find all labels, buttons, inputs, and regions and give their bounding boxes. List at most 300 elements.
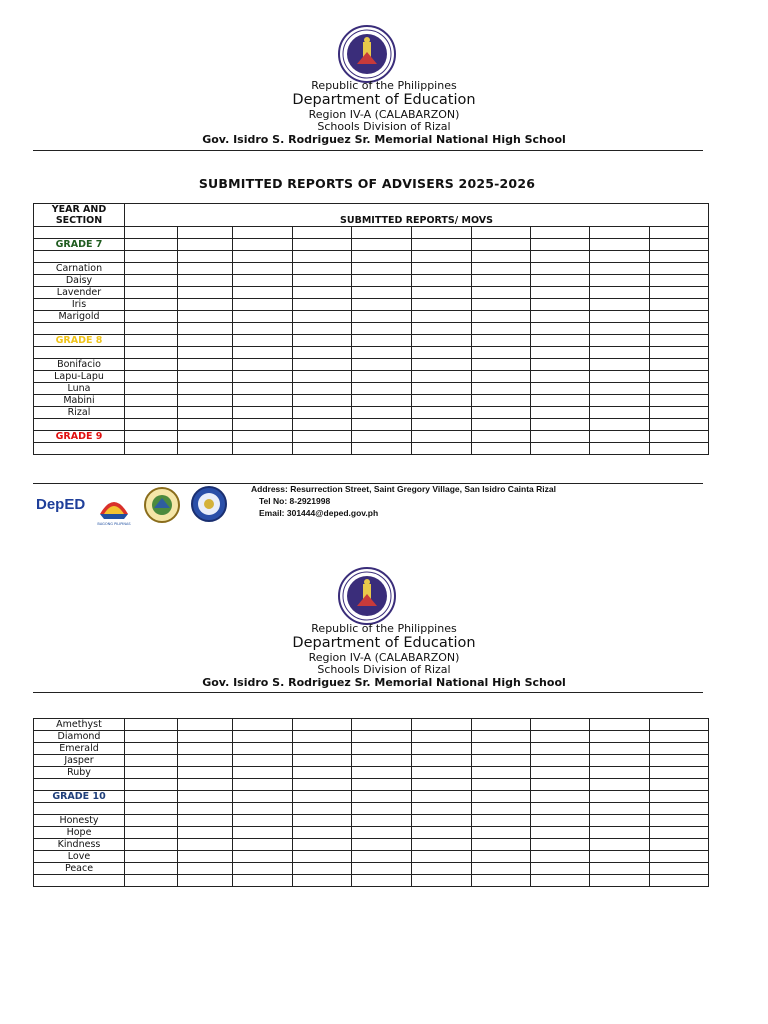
report-cell	[531, 227, 590, 239]
report-cell	[472, 407, 531, 419]
report-cell	[233, 287, 293, 299]
report-cell	[352, 767, 412, 779]
table-row	[34, 827, 709, 839]
report-cell	[352, 335, 412, 347]
report-cell	[472, 335, 531, 347]
report-cell	[590, 803, 650, 815]
report-cell	[412, 299, 472, 311]
footer-address: Address: Resurrection Street, Saint Gregory Village, San Isidro Cainta Rizal	[251, 484, 556, 494]
report-cell	[125, 815, 178, 827]
table-row	[34, 239, 709, 251]
school-seal-icon	[190, 485, 228, 523]
report-cell	[178, 263, 233, 275]
report-cell	[125, 371, 178, 383]
report-cell	[531, 263, 590, 275]
report-cell	[178, 767, 233, 779]
report-cell	[125, 779, 178, 791]
report-cell	[650, 371, 709, 383]
section-label	[34, 251, 125, 263]
report-cell	[472, 227, 531, 239]
report-cell	[472, 359, 531, 371]
report-cell	[293, 311, 352, 323]
report-cell	[412, 719, 472, 731]
section-label: Jasper	[34, 755, 125, 767]
report-cell	[650, 779, 709, 791]
report-cell	[352, 383, 412, 395]
report-cell	[531, 335, 590, 347]
report-cell	[590, 431, 650, 443]
report-cell	[293, 863, 352, 875]
report-cell	[472, 383, 531, 395]
report-cell	[125, 335, 178, 347]
report-cell	[590, 323, 650, 335]
report-cell	[412, 779, 472, 791]
report-cell	[412, 347, 472, 359]
report-cell	[293, 803, 352, 815]
report-cell	[233, 431, 293, 443]
report-cell	[178, 839, 233, 851]
report-cell	[352, 287, 412, 299]
section-label	[34, 227, 125, 239]
report-cell	[472, 431, 531, 443]
table-row	[34, 323, 709, 335]
table-row	[34, 275, 709, 287]
report-cell	[178, 275, 233, 287]
report-cell	[412, 275, 472, 287]
section-label: Emerald	[34, 743, 125, 755]
report-cell	[412, 311, 472, 323]
report-cell	[293, 251, 352, 263]
deped-seal-icon-2	[337, 566, 397, 626]
report-cell	[352, 719, 412, 731]
report-cell	[125, 803, 178, 815]
report-cell	[531, 443, 590, 455]
section-label: Bonifacio	[34, 359, 125, 371]
report-cell	[352, 239, 412, 251]
report-cell	[531, 359, 590, 371]
report-cell	[650, 287, 709, 299]
report-cell	[293, 383, 352, 395]
report-cell	[412, 359, 472, 371]
report-cell	[590, 287, 650, 299]
report-cell	[412, 419, 472, 431]
report-cell	[531, 323, 590, 335]
report-cell	[125, 227, 178, 239]
report-cell	[590, 299, 650, 311]
report-cell	[178, 875, 233, 887]
report-cell	[650, 251, 709, 263]
report-cell	[352, 371, 412, 383]
report-cell	[412, 875, 472, 887]
report-cell	[178, 359, 233, 371]
report-cell	[472, 731, 531, 743]
report-cell	[412, 227, 472, 239]
report-cell	[178, 407, 233, 419]
report-cell	[125, 275, 178, 287]
report-cell	[472, 779, 531, 791]
report-cell	[125, 719, 178, 731]
report-cell	[352, 227, 412, 239]
section-label: Mabini	[34, 395, 125, 407]
report-cell	[590, 767, 650, 779]
table-row	[34, 311, 709, 323]
table-row	[34, 743, 709, 755]
section-label	[34, 779, 125, 791]
header-division-2: Schools Division of Rizal	[317, 663, 451, 676]
report-cell	[178, 251, 233, 263]
report-cell	[412, 371, 472, 383]
section-label: Lavender	[34, 287, 125, 299]
page-title: SUBMITTED REPORTS OF ADVISERS 2025-2026	[198, 176, 536, 191]
report-cell	[293, 407, 352, 419]
division-seal-icon	[143, 486, 181, 524]
report-cell	[531, 743, 590, 755]
report-cell	[125, 347, 178, 359]
report-cell	[531, 287, 590, 299]
report-cell	[650, 863, 709, 875]
report-cell	[293, 755, 352, 767]
report-cell	[412, 803, 472, 815]
report-cell	[590, 863, 650, 875]
report-cell	[650, 359, 709, 371]
report-cell	[233, 815, 293, 827]
report-cell	[472, 743, 531, 755]
report-cell	[178, 395, 233, 407]
section-label: Diamond	[34, 731, 125, 743]
section-label: Peace	[34, 863, 125, 875]
report-cell	[412, 827, 472, 839]
header-school-2: Gov. Isidro S. Rodriguez Sr. Memorial National High School	[202, 676, 566, 689]
header-division: Schools Division of Rizal	[317, 120, 451, 133]
table-row	[34, 287, 709, 299]
table-row	[34, 251, 709, 263]
report-cell	[650, 803, 709, 815]
table-row	[34, 227, 709, 239]
report-cell	[233, 251, 293, 263]
section-label: Amethyst	[34, 719, 125, 731]
section-label: Lapu-Lapu	[34, 371, 125, 383]
report-cell	[178, 791, 233, 803]
report-cell	[352, 743, 412, 755]
report-cell	[472, 719, 531, 731]
report-cell	[472, 299, 531, 311]
report-cell	[650, 827, 709, 839]
report-cell	[293, 731, 352, 743]
report-cell	[233, 827, 293, 839]
table-row	[34, 335, 709, 347]
deped-seal-icon	[337, 24, 397, 84]
report-cell	[125, 419, 178, 431]
report-cell	[178, 443, 233, 455]
report-cell	[412, 791, 472, 803]
report-cell	[590, 743, 650, 755]
report-cell	[531, 395, 590, 407]
report-cell	[531, 875, 590, 887]
report-cell	[125, 407, 178, 419]
report-cell	[233, 383, 293, 395]
report-cell	[531, 851, 590, 863]
report-cell	[178, 755, 233, 767]
section-label: Ruby	[34, 767, 125, 779]
table-row	[34, 359, 709, 371]
table-row	[34, 767, 709, 779]
report-cell	[125, 875, 178, 887]
report-cell	[233, 275, 293, 287]
report-cell	[293, 371, 352, 383]
report-cell	[590, 875, 650, 887]
report-cell	[352, 779, 412, 791]
report-cell	[352, 419, 412, 431]
report-cell	[650, 239, 709, 251]
header-department: Department of Education	[292, 92, 476, 108]
section-label: Rizal	[34, 407, 125, 419]
header-region-2: Region IV-A (CALABARZON)	[308, 651, 460, 664]
report-cell	[531, 719, 590, 731]
report-cell	[233, 299, 293, 311]
report-cell	[531, 371, 590, 383]
report-cell	[178, 863, 233, 875]
report-cell	[293, 347, 352, 359]
report-cell	[412, 755, 472, 767]
report-cell	[531, 827, 590, 839]
report-cell	[293, 827, 352, 839]
section-label	[34, 323, 125, 335]
report-cell	[352, 323, 412, 335]
report-cell	[293, 227, 352, 239]
report-cell	[412, 443, 472, 455]
report-cell	[233, 323, 293, 335]
report-cell	[412, 323, 472, 335]
report-cell	[590, 731, 650, 743]
header-republic: Republic of the Philippines	[311, 79, 457, 92]
table-row	[34, 383, 709, 395]
report-cell	[352, 755, 412, 767]
header-divider	[33, 150, 703, 151]
report-cell	[352, 347, 412, 359]
report-cell	[531, 347, 590, 359]
report-cell	[352, 827, 412, 839]
report-cell	[590, 335, 650, 347]
report-cell	[233, 395, 293, 407]
table-row	[34, 299, 709, 311]
report-cell	[125, 731, 178, 743]
report-cell	[531, 803, 590, 815]
report-cell	[352, 815, 412, 827]
report-cell	[650, 419, 709, 431]
report-cell	[293, 323, 352, 335]
report-cell	[178, 851, 233, 863]
table-row	[34, 731, 709, 743]
section-label: Carnation	[34, 263, 125, 275]
report-cell	[412, 251, 472, 263]
report-cell	[531, 863, 590, 875]
report-cell	[125, 827, 178, 839]
report-cell	[352, 875, 412, 887]
report-cell	[472, 863, 531, 875]
report-cell	[650, 407, 709, 419]
report-cell	[352, 359, 412, 371]
section-label: Hope	[34, 827, 125, 839]
grade-label: GRADE 7	[34, 239, 125, 251]
report-cell	[412, 287, 472, 299]
report-cell	[650, 335, 709, 347]
report-cell	[352, 299, 412, 311]
report-cell	[590, 779, 650, 791]
report-cell	[472, 815, 531, 827]
section-label: Love	[34, 851, 125, 863]
report-cell	[352, 395, 412, 407]
report-cell	[590, 239, 650, 251]
report-cell	[352, 803, 412, 815]
deped-logo: DepED	[36, 496, 86, 513]
report-cell	[531, 731, 590, 743]
report-cell	[472, 875, 531, 887]
report-cell	[472, 395, 531, 407]
report-cell	[590, 815, 650, 827]
report-cell	[125, 311, 178, 323]
report-cell	[178, 323, 233, 335]
report-cell	[590, 719, 650, 731]
report-cell	[293, 743, 352, 755]
report-cell	[472, 239, 531, 251]
report-cell	[293, 287, 352, 299]
report-cell	[412, 863, 472, 875]
report-cell	[352, 443, 412, 455]
report-cell	[531, 251, 590, 263]
table-row	[34, 263, 709, 275]
section-label: Marigold	[34, 311, 125, 323]
report-cell	[590, 443, 650, 455]
report-cell	[233, 335, 293, 347]
table-row	[34, 755, 709, 767]
reports-table-2	[33, 718, 709, 887]
table-row	[34, 371, 709, 383]
header-region: Region IV-A (CALABARZON)	[308, 108, 460, 121]
report-cell	[125, 263, 178, 275]
report-cell	[472, 419, 531, 431]
report-cell	[412, 431, 472, 443]
report-cell	[293, 791, 352, 803]
report-cell	[531, 839, 590, 851]
report-cell	[233, 311, 293, 323]
report-cell	[178, 383, 233, 395]
report-cell	[412, 731, 472, 743]
section-label: Luna	[34, 383, 125, 395]
header-department-2: Department of Education	[292, 635, 476, 651]
footer-contact	[251, 483, 556, 519]
section-label	[34, 419, 125, 431]
report-cell	[293, 719, 352, 731]
report-cell	[293, 431, 352, 443]
report-cell	[178, 239, 233, 251]
report-cell	[531, 431, 590, 443]
report-cell	[531, 407, 590, 419]
report-cell	[178, 731, 233, 743]
report-cell	[472, 803, 531, 815]
report-cell	[650, 347, 709, 359]
report-cell	[650, 815, 709, 827]
report-cell	[650, 851, 709, 863]
svg-text:BAGONG PILIPINAS: BAGONG PILIPINAS	[97, 522, 131, 526]
table-row	[34, 875, 709, 887]
report-cell	[178, 335, 233, 347]
report-cell	[293, 839, 352, 851]
header-school: Gov. Isidro S. Rodriguez Sr. Memorial National High School	[202, 133, 566, 146]
report-cell	[125, 383, 178, 395]
section-label	[34, 803, 125, 815]
report-cell	[650, 311, 709, 323]
report-cell	[531, 815, 590, 827]
report-cell	[233, 719, 293, 731]
report-cell	[125, 443, 178, 455]
report-cell	[650, 443, 709, 455]
report-cell	[125, 755, 178, 767]
report-cell	[531, 755, 590, 767]
report-cell	[590, 755, 650, 767]
report-cell	[352, 863, 412, 875]
report-cell	[178, 371, 233, 383]
report-cell	[125, 359, 178, 371]
report-cell	[293, 767, 352, 779]
report-cell	[233, 875, 293, 887]
report-cell	[293, 359, 352, 371]
header-republic-2: Republic of the Philippines	[311, 622, 457, 635]
report-cell	[590, 395, 650, 407]
report-cell	[293, 419, 352, 431]
report-cell	[125, 299, 178, 311]
report-cell	[233, 755, 293, 767]
report-cell	[233, 731, 293, 743]
table-row	[34, 779, 709, 791]
report-cell	[650, 839, 709, 851]
report-cell	[233, 407, 293, 419]
report-cell	[650, 299, 709, 311]
table-row	[34, 431, 709, 443]
table-row	[34, 347, 709, 359]
report-cell	[472, 767, 531, 779]
report-cell	[590, 791, 650, 803]
report-cell	[412, 383, 472, 395]
report-cell	[233, 239, 293, 251]
report-cell	[125, 743, 178, 755]
report-cell	[125, 767, 178, 779]
section-label: Kindness	[34, 839, 125, 851]
report-cell	[233, 767, 293, 779]
section-label: Honesty	[34, 815, 125, 827]
report-cell	[590, 827, 650, 839]
report-cell	[293, 395, 352, 407]
report-cell	[531, 239, 590, 251]
report-cell	[650, 743, 709, 755]
footer-email: Email: 301444@deped.gov.ph	[259, 508, 379, 518]
table-row	[34, 719, 709, 731]
header-divider-2	[33, 692, 703, 693]
report-cell	[233, 743, 293, 755]
report-cell	[233, 443, 293, 455]
report-cell	[650, 875, 709, 887]
table-row	[34, 851, 709, 863]
report-cell	[590, 347, 650, 359]
report-cell	[412, 815, 472, 827]
report-cell	[178, 287, 233, 299]
report-cell	[590, 263, 650, 275]
report-cell	[293, 275, 352, 287]
table-row	[34, 839, 709, 851]
report-cell	[233, 263, 293, 275]
report-cell	[650, 755, 709, 767]
report-cell	[178, 743, 233, 755]
report-cell	[590, 407, 650, 419]
